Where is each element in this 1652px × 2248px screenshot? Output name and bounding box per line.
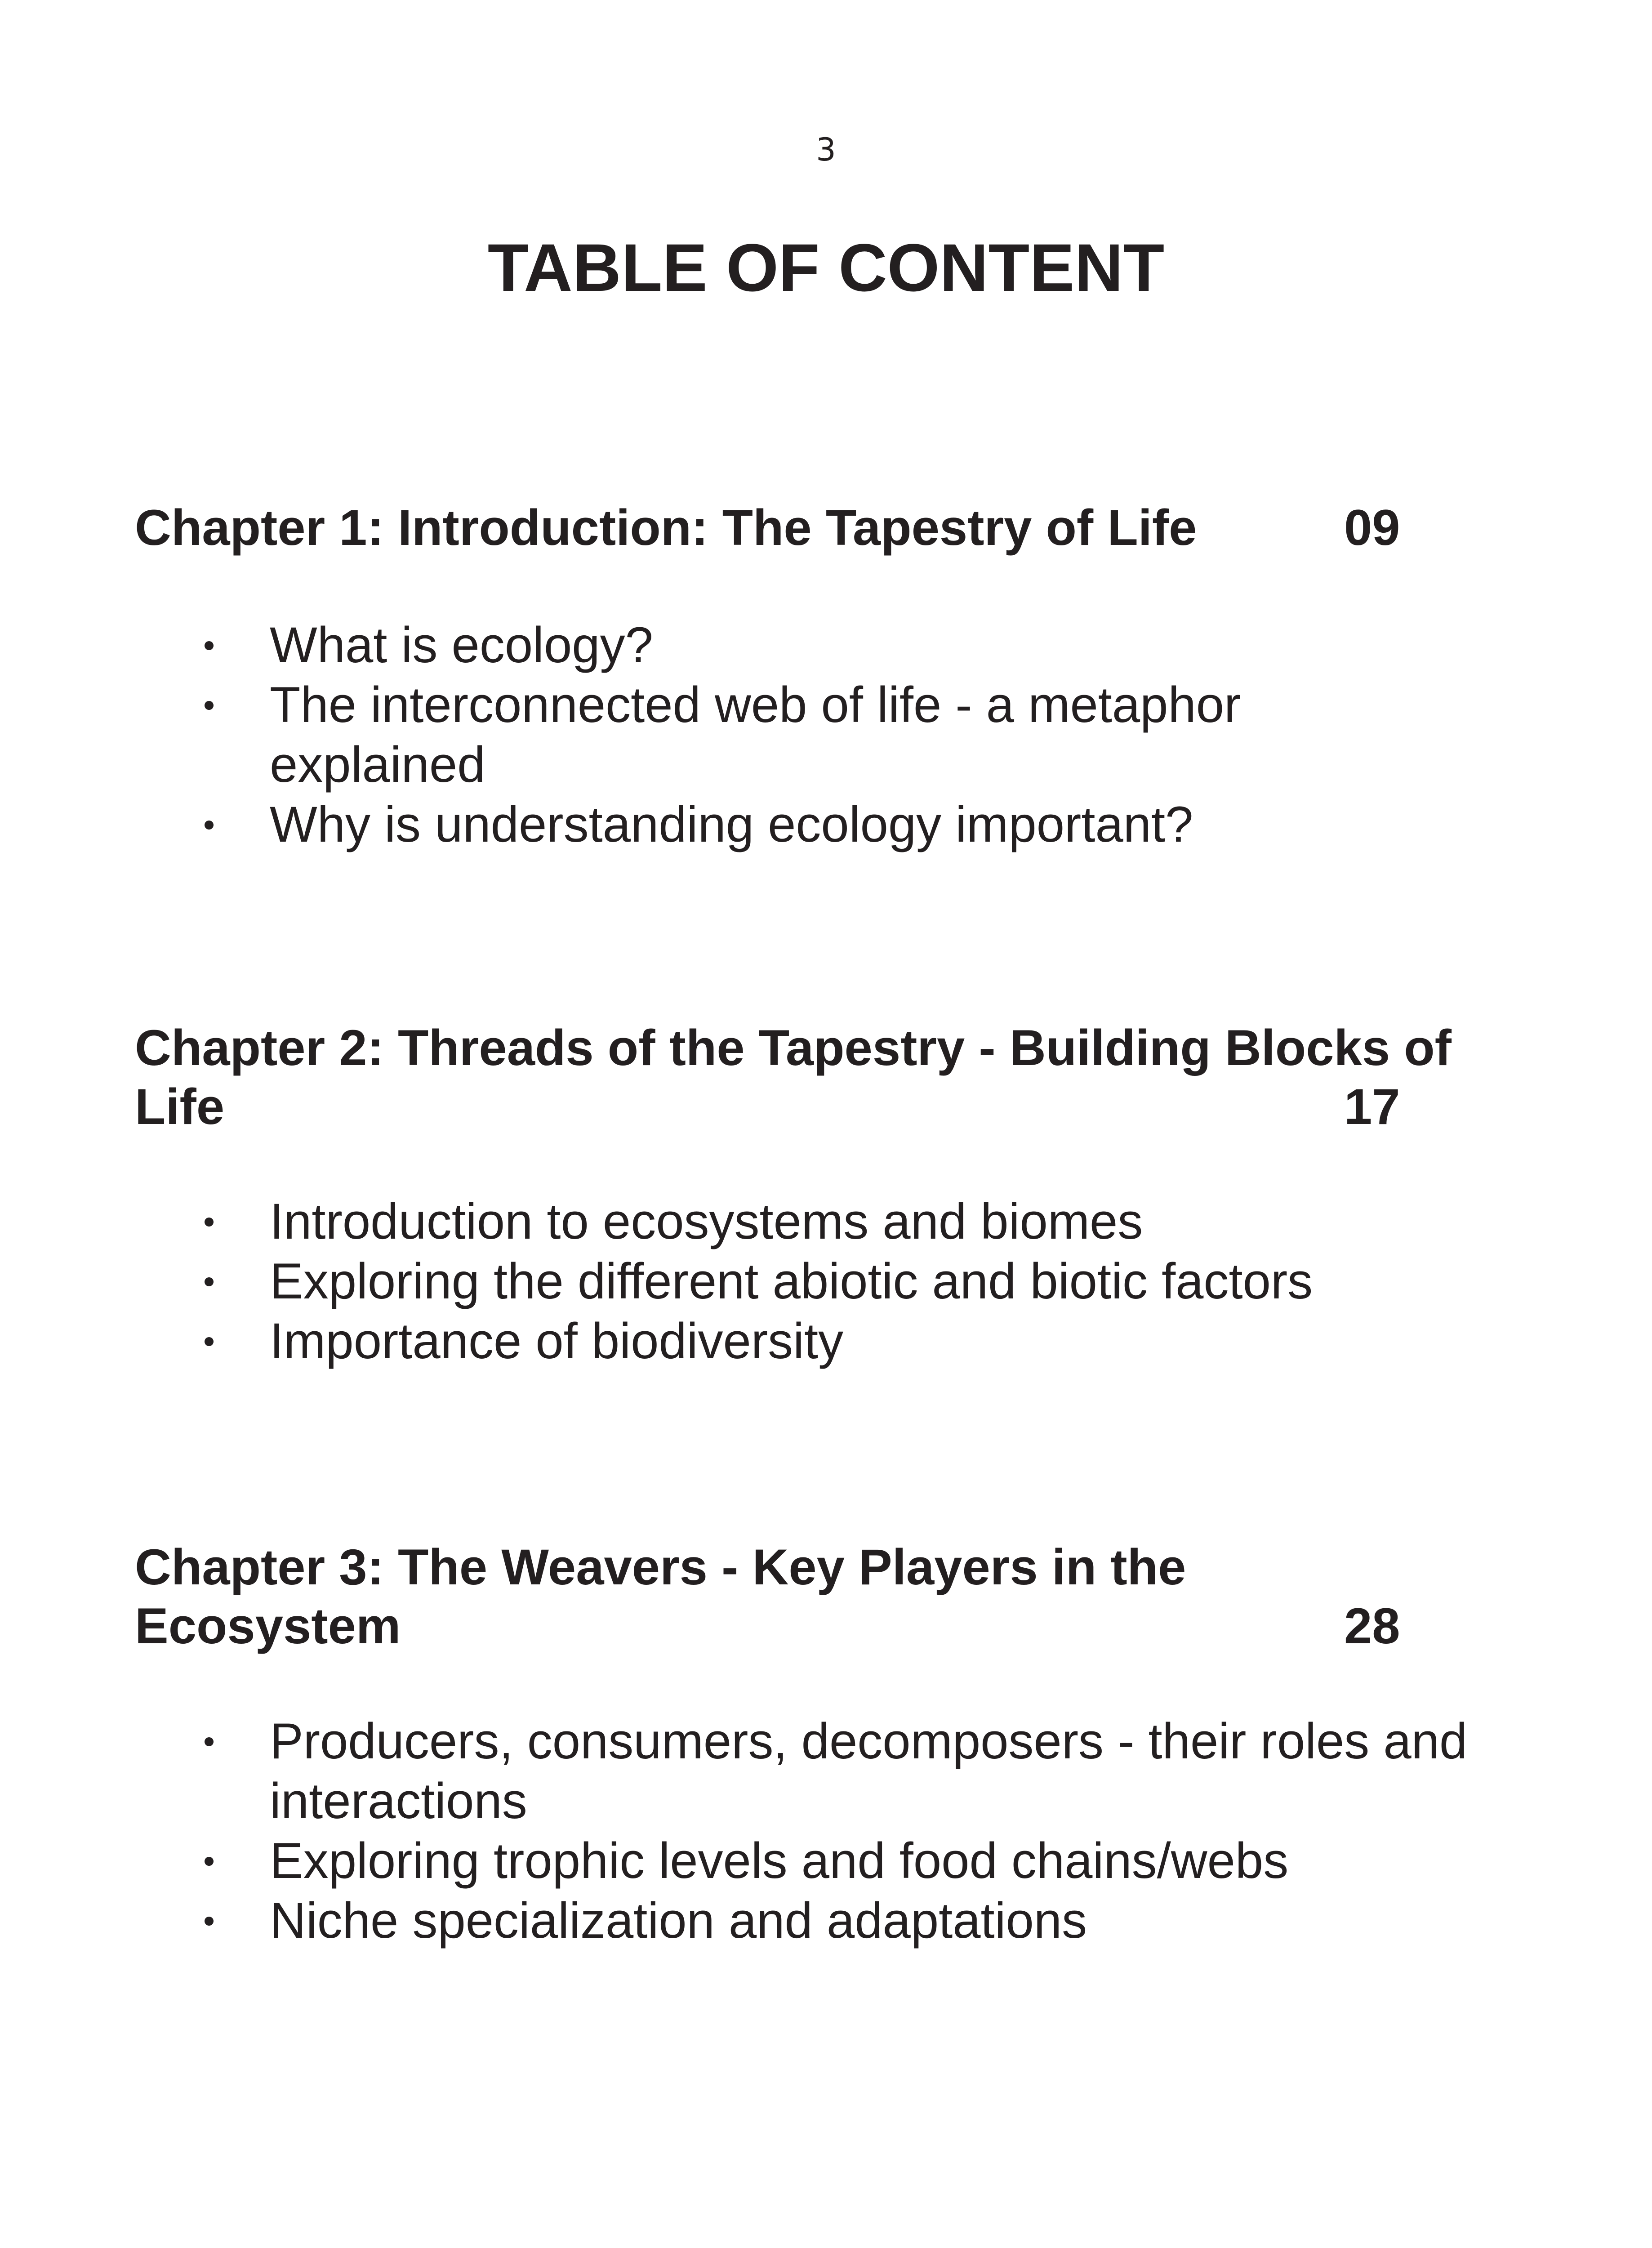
topic-text: The interconnected web of life - a metaphor explained: [270, 677, 1241, 793]
bullet-icon: [205, 1857, 214, 1866]
topic-text: Niche specialization and adaptations: [270, 1892, 1087, 1949]
chapter-1-page-number: 09: [1344, 500, 1400, 556]
bullet-icon: [205, 1737, 214, 1746]
page-title: TABLE OF CONTENT: [487, 230, 1165, 305]
list-item: [135, 1711, 1528, 1831]
list-item: [135, 675, 1349, 794]
list-item: [135, 1311, 1528, 1371]
page-number: 3: [816, 131, 836, 168]
chapter-3-topics: [135, 1711, 1528, 1950]
chapter-3-page-number: 28: [1344, 1598, 1400, 1654]
topic-text: Exploring the different abiotic and biotic factors: [270, 1253, 1313, 1309]
list-item: [135, 1191, 1528, 1251]
bullet-icon: [205, 641, 214, 650]
list-item: [135, 1251, 1528, 1311]
bullet-icon: [205, 1277, 214, 1286]
chapter-1-topics: [135, 615, 1349, 854]
topic-text: Importance of biodiversity: [270, 1313, 844, 1369]
topic-text: Why is understanding ecology important?: [270, 796, 1193, 852]
list-item: [135, 1831, 1528, 1891]
bullet-icon: [205, 1337, 214, 1346]
chapter-3-title: Chapter 3: The Weavers - Key Players in the Ecosystem: [135, 1539, 1186, 1654]
chapter-2-title: Chapter 2: Threads of the Tapestry - Building Blocks of Life: [135, 1020, 1452, 1135]
topic-text: What is ecology?: [270, 617, 653, 673]
bullet-icon: [205, 1218, 214, 1227]
topic-text: Producers, consumers, decomposers - their roles and interactions: [270, 1713, 1468, 1829]
chapter-2-topics: [135, 1191, 1528, 1371]
list-item: [135, 794, 1349, 854]
topic-text: Introduction to ecosystems and biomes: [270, 1193, 1143, 1249]
bullet-icon: [205, 821, 214, 830]
bullet-icon: [205, 701, 214, 710]
list-item: [135, 615, 1349, 675]
list-item: [135, 1891, 1528, 1950]
chapter-1-title: Chapter 1: Introduction: The Tapestry of Life: [135, 500, 1197, 556]
bullet-icon: [205, 1917, 214, 1926]
chapter-2-page-number: 17: [1344, 1079, 1400, 1135]
topic-text: Exploring trophic levels and food chains/webs: [270, 1833, 1289, 1889]
